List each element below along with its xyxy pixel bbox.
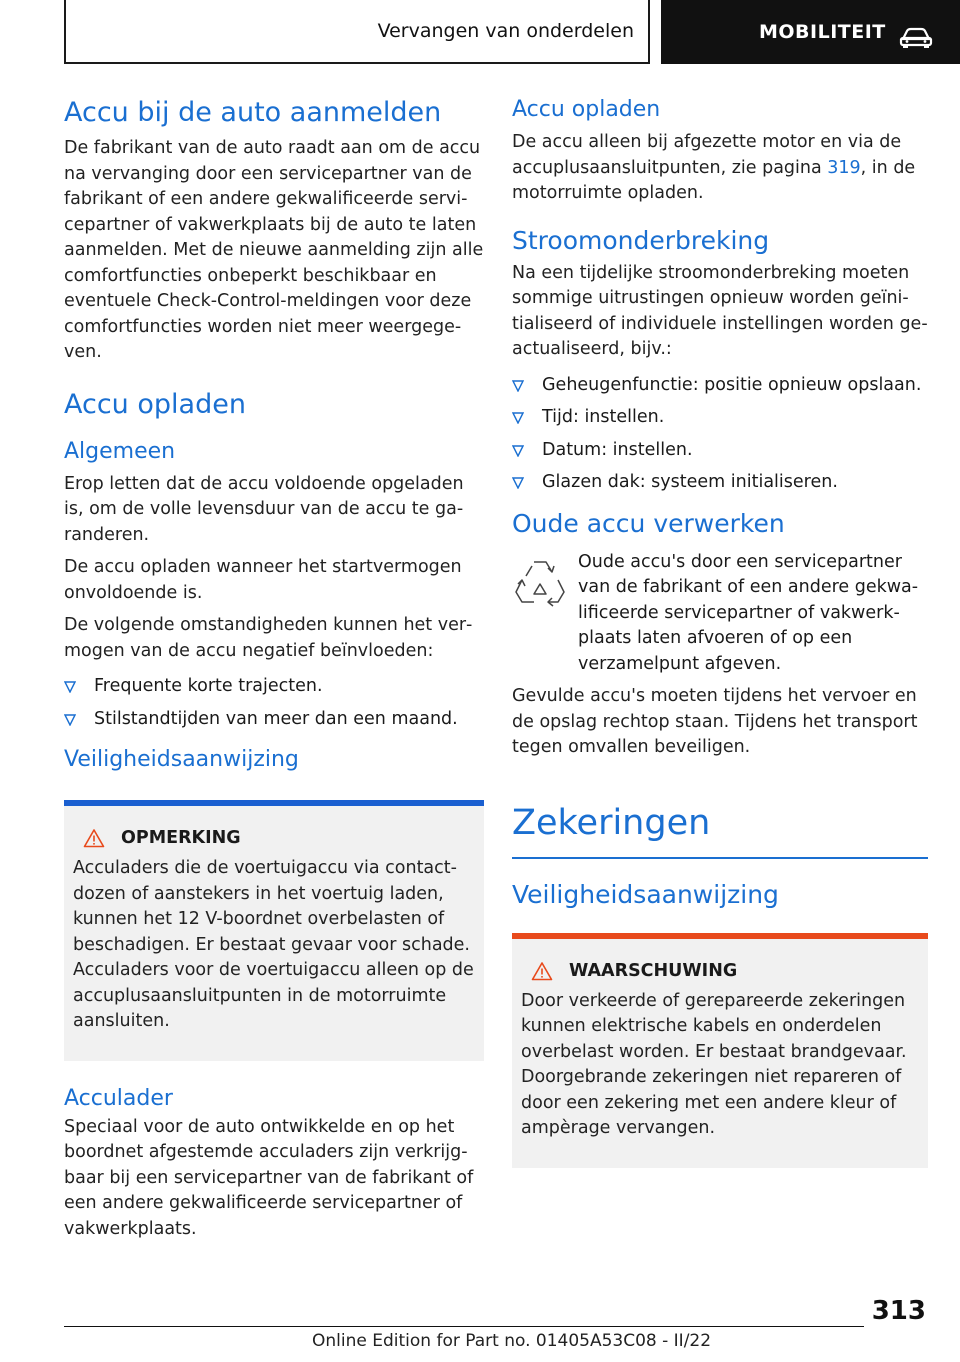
heading-accu-opladen-2: Accu opladen	[512, 97, 661, 122]
list-item: Tijd: instellen.	[512, 405, 932, 431]
page-link-319[interactable]: 319	[827, 157, 861, 178]
triangle-bullet-icon	[512, 412, 524, 424]
paragraph-algemeen-1: Erop letten dat de accu voldoende opgeladen is, om de volle levensduur van de accu te garanderen.	[64, 473, 464, 545]
warning-box	[512, 933, 928, 1168]
heading-veiligheidsaanwijzing: Veiligheidsaanwijzing	[64, 747, 299, 772]
heading-oude-accu: Oude accu verwerken	[512, 508, 785, 538]
recycle-icon	[512, 556, 568, 608]
notice-title: OPMERKING	[121, 828, 241, 848]
heading-stroomonderbreking: Stroomonderbreking	[512, 225, 770, 255]
triangle-bullet-icon	[512, 477, 524, 489]
paragraph-acculader: Speciaal voor de auto ontwikkelde en op het boordnet afgestemde acculaders zijn verkrijgbaar bij een servicepartner van de fabrikant of een andere gekwalificeerde servicepartner of vakwerkplaats.	[64, 1116, 474, 1239]
list-item: Frequente korte trajecten.	[64, 674, 484, 700]
section-title: Vervangen van onderdelen	[377, 20, 634, 42]
paragraph-aanmelden: De fabrikant van de auto raadt aan om de accu na vervanging door een servicepartner van de fabrikant of een andere gekwalificeerde servicepartner of vakwerkplaats bij de auto te laten aanmelden. Met de nieuwe aanmelding zijn alle comfortfuncties onbeperkt beschikbaar en eventuele Check-Control-meldingen voor deze comfortfuncties worden niet meer weergegeven.	[64, 138, 484, 362]
chapter-title: MOBILITEIT	[759, 21, 886, 43]
warning-triangle-icon	[531, 961, 553, 981]
warning-title: WAARSCHUWING	[569, 960, 738, 981]
triangle-bullet-icon	[512, 445, 524, 457]
paragraph-algemeen-2: De accu opladen wanneer het startvermogen onvoldoende is.	[64, 557, 462, 603]
heading-zekeringen: Zekeringen	[512, 802, 711, 843]
list-item: Stilstandtijden van meer dan een maand.	[64, 707, 484, 733]
notice-box	[64, 800, 484, 1061]
list-item: Glazen dak: systeem initialiseren.	[512, 470, 932, 496]
heading-accu-opladen: Accu opladen	[64, 388, 246, 420]
right-column	[512, 96, 932, 1168]
paragraph-oude-accu-2: Gevulde accu's moeten tijdens het vervoer en de opslag rechtop staan. Tijdens het transport tegen omvallen beveiligen.	[512, 686, 918, 757]
heading-accu-aanmelden: Accu bij de auto aanmelden	[64, 97, 442, 128]
left-column	[64, 96, 484, 1242]
paragraph-oude-accu-1: Oude accu's door een servicepartner van de fabrikant of een andere gekwalificeerde servicepartner of vakwerkplaats laten afvoeren of op een verzamelpunt afgeven.	[578, 551, 919, 674]
paragraph-stroomonderbreking: Na een tijdelijke stroomonderbreking moeten sommige uitrustingen opnieuw worden geïnitialiseerd of individuele instellingen worden geactualiseerd, bijv.:	[512, 262, 928, 359]
triangle-bullet-icon	[512, 380, 524, 392]
bullet-list-conditions	[64, 674, 484, 732]
page-number: 313	[871, 1296, 926, 1326]
recycle-block	[512, 550, 932, 678]
paragraph-algemeen-3: De volgende omstandigheden kunnen het vermogen van de accu negatief beïnvloeden:	[64, 615, 473, 661]
bullet-list-reinit	[512, 373, 932, 496]
warning-triangle-icon	[83, 828, 105, 848]
notice-text: Acculaders die de voertuigaccu via contactdozen of aanstekers in het voertuig laden, kunnen het 12 V-boordnet overbelasten of beschadigen. Er bestaat gevaar voor schade. Acculaders voor de voertuigaccu alleen op de accuplusaansluitpunten in de motorruimte aansluiten.	[73, 858, 474, 1031]
triangle-bullet-icon	[64, 714, 76, 726]
chapter-header	[661, 0, 960, 64]
car-icon	[899, 26, 933, 50]
section-header	[64, 0, 650, 64]
footer-edition: Online Edition for Part no. 01405A53C08 - II/22	[312, 1331, 712, 1351]
warning-text: Door verkeerde of gerepareerde zekeringen kunnen elektrische kabels en onderdelen overbelast worden. Er bestaat brandgevaar. Doorgebrande zekeringen niet repareren of door een zekering met een andere kleur of ampèrage vervangen.	[521, 990, 907, 1138]
heading-algemeen: Algemeen	[64, 438, 176, 464]
heading-veiligheidsaanwijzing-2: Veiligheidsaanwijzing	[512, 879, 779, 909]
paragraph-opladen: De accu alleen bij afgezette motor en via de accuplusaansluitpunten, zie pagina 319, in de motorruimte opladen.	[512, 132, 916, 203]
list-item: Datum: instellen.	[512, 438, 932, 464]
heading-acculader: Acculader	[64, 1085, 173, 1111]
list-item: Geheugenfunctie: positie opnieuw opslaan.	[512, 373, 932, 399]
footer-divider	[64, 1326, 864, 1327]
triangle-bullet-icon	[64, 681, 76, 693]
heading-rule	[512, 857, 928, 859]
